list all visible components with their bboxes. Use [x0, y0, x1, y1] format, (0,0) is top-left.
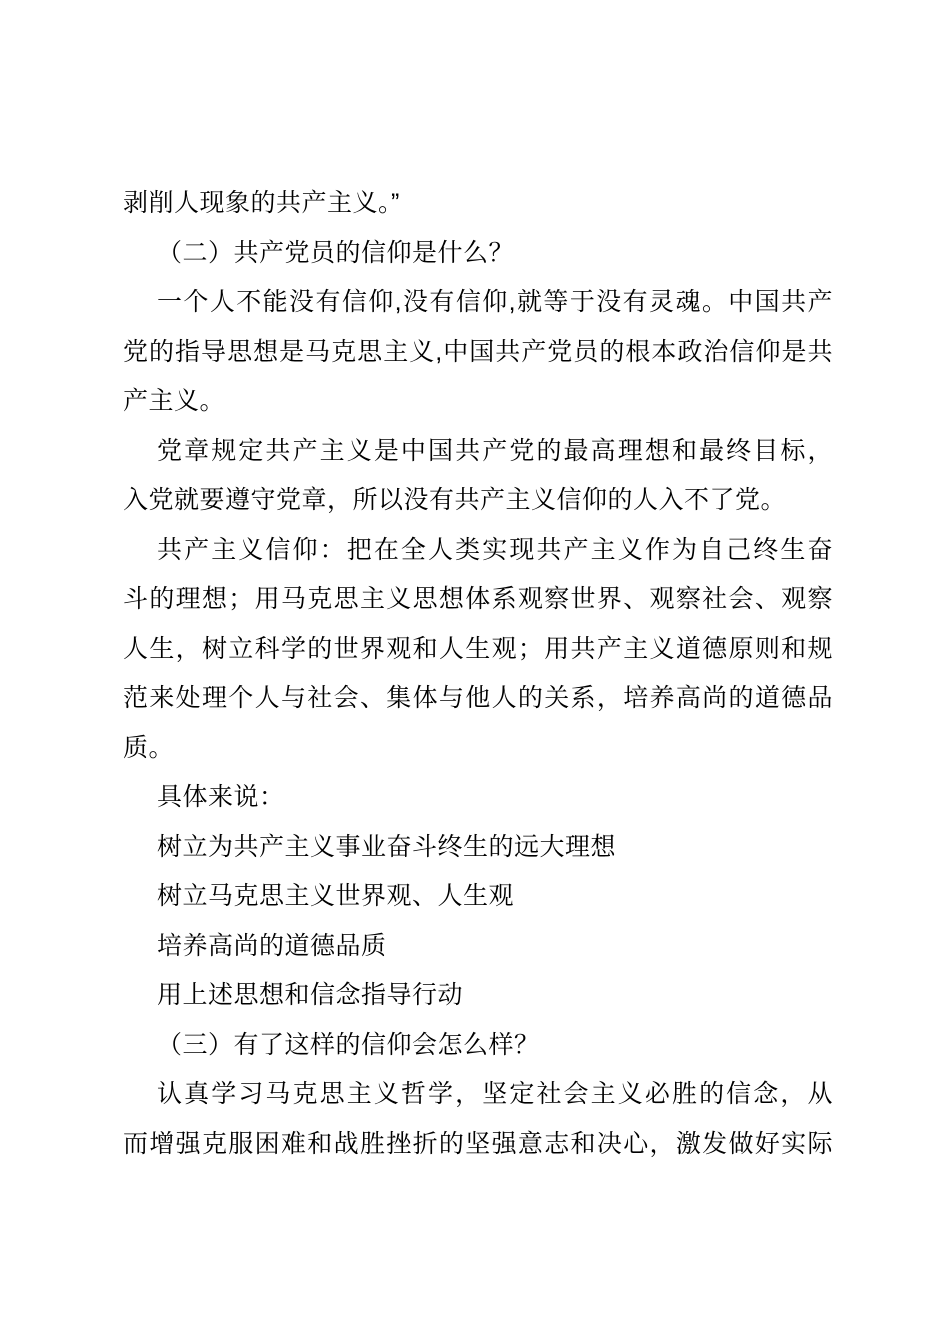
paragraph	[123, 427, 833, 526]
text-line: 剥削人现象的共产主义。”	[123, 189, 400, 217]
text-line: 党的指导思想是马克思主义,中国共产党员的根本政治信仰是共	[123, 337, 833, 366]
text-line: 党章规定共产主义是中国共产党的最高理想和最终目标，	[157, 436, 833, 465]
text-line: 一个人不能没有信仰,没有信仰,就等于没有灵魂。中国共产	[157, 288, 833, 316]
text-line: 人生，树立科学的世界观和人生观；用共产主义道德原则和规	[123, 634, 833, 663]
text-line: 而增强克服困难和战胜挫折的坚强意志和决心，激发做好实际	[123, 1129, 833, 1158]
text-line: 具体来说：	[157, 783, 285, 811]
text-line: 产主义。	[123, 387, 226, 415]
paragraph	[123, 526, 833, 774]
paragraph	[123, 278, 833, 427]
text-line: 斗的理想；用马克思主义思想体系观察世界、观察社会、观察	[123, 585, 833, 613]
paragraph	[123, 922, 833, 972]
text-line: 培养高尚的道德品质	[157, 931, 387, 960]
text-line: 入党就要遵守党章，所以没有共产主义信仰的人入不了党。	[123, 486, 787, 514]
paragraph	[123, 1070, 833, 1169]
paragraph	[123, 971, 833, 1021]
paragraph	[123, 229, 833, 279]
text-line: （二）共产党员的信仰是什么？	[157, 238, 515, 267]
text-line: 质。	[123, 733, 175, 762]
text-line: 共产主义信仰：把在全人类实现共产主义作为自己终生奋	[157, 535, 833, 564]
text-line: 范来处理个人与社会、集体与他人的关系，培养高尚的道德品	[123, 684, 833, 712]
text-line: 用上述思想和信念指导行动	[157, 981, 464, 1009]
text-line: 树立为共产主义事业奋斗终生的远大理想	[157, 832, 617, 861]
paragraph	[123, 179, 833, 229]
paragraph	[123, 872, 833, 922]
paragraph	[123, 823, 833, 873]
text-line: 认真学习马克思主义哲学，坚定社会主义必胜的信念，从	[157, 1080, 833, 1108]
text-line: （三）有了这样的信仰会怎么样？	[157, 1030, 540, 1059]
paragraph	[123, 773, 833, 823]
paragraph	[123, 1021, 833, 1071]
document-text-block	[123, 179, 833, 1169]
text-line: 树立马克思主义世界观、人生观	[157, 882, 515, 910]
